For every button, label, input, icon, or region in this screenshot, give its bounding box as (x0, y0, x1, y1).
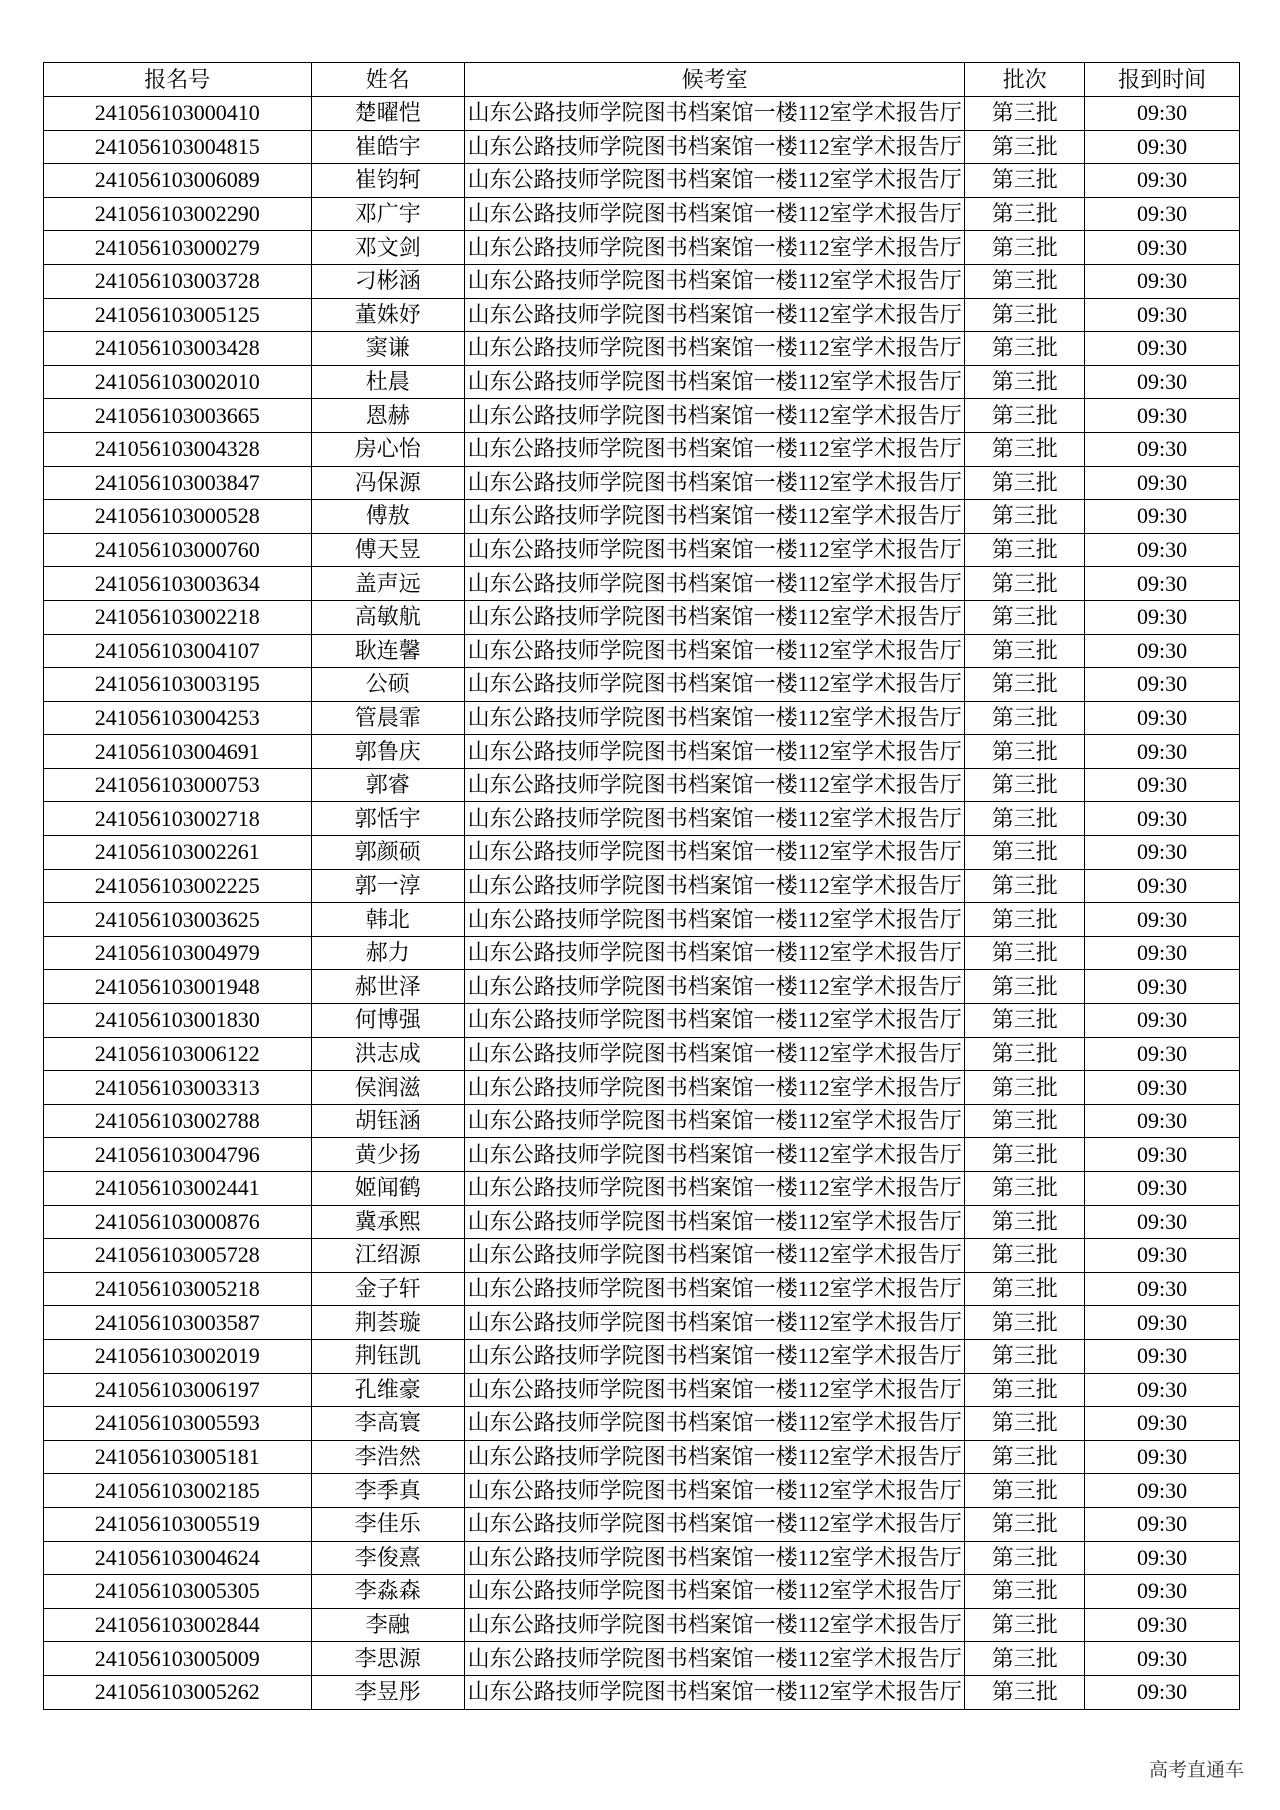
cell-waiting-room: 山东公路技师学院图书档案馆一楼112室学术报告厅 (465, 802, 965, 836)
cell-waiting-room: 山东公路技师学院图书档案馆一楼112室学术报告厅 (465, 1642, 965, 1676)
table-row (44, 1575, 1240, 1609)
table-row (44, 1104, 1240, 1138)
table-row (44, 1675, 1240, 1709)
cell-registration-no: 241056103005009 (44, 1642, 312, 1676)
table-row (44, 97, 1240, 131)
table-row (44, 432, 1240, 466)
cell-name: 侯润滋 (311, 1071, 465, 1105)
cell-name: 孔维豪 (311, 1373, 465, 1407)
cell-name: 郭一淳 (311, 869, 465, 903)
cell-batch: 第三批 (965, 164, 1085, 198)
cell-check-in-time: 09:30 (1085, 1642, 1240, 1676)
table-row (44, 903, 1240, 937)
cell-batch: 第三批 (965, 836, 1085, 870)
cell-waiting-room: 山东公路技师学院图书档案馆一楼112室学术报告厅 (465, 1104, 965, 1138)
watermark: 高考直通车 (1148, 1759, 1244, 1781)
cell-registration-no: 241056103004979 (44, 936, 312, 970)
cell-check-in-time: 09:30 (1085, 1575, 1240, 1609)
cell-check-in-time: 09:30 (1085, 1373, 1240, 1407)
cell-name: 荆钰凯 (311, 1339, 465, 1373)
cell-name: 黄少扬 (311, 1138, 465, 1172)
cell-batch: 第三批 (965, 399, 1085, 433)
cell-waiting-room: 山东公路技师学院图书档案馆一楼112室学术报告厅 (465, 634, 965, 668)
cell-waiting-room: 山东公路技师学院图书档案馆一楼112室学术报告厅 (465, 533, 965, 567)
cell-batch: 第三批 (965, 1541, 1085, 1575)
cell-batch: 第三批 (965, 1608, 1085, 1642)
table-row (44, 332, 1240, 366)
cell-waiting-room: 山东公路技师学院图书档案馆一楼112室学术报告厅 (465, 1138, 965, 1172)
cell-waiting-room: 山东公路技师学院图书档案馆一楼112室学术报告厅 (465, 1407, 965, 1441)
cell-batch: 第三批 (965, 1071, 1085, 1105)
cell-registration-no: 241056103003195 (44, 668, 312, 702)
cell-registration-no: 241056103003665 (44, 399, 312, 433)
cell-check-in-time: 09:30 (1085, 1239, 1240, 1273)
cell-batch: 第三批 (965, 1306, 1085, 1340)
cell-registration-no: 241056103004691 (44, 735, 312, 769)
cell-registration-no: 241056103004253 (44, 701, 312, 735)
cell-batch: 第三批 (965, 500, 1085, 534)
table-row (44, 701, 1240, 735)
cell-check-in-time: 09:30 (1085, 1474, 1240, 1508)
roster-table (43, 62, 1240, 1710)
cell-batch: 第三批 (965, 802, 1085, 836)
cell-waiting-room: 山东公路技师学院图书档案馆一楼112室学术报告厅 (465, 365, 965, 399)
cell-batch: 第三批 (965, 936, 1085, 970)
cell-registration-no: 241056103005728 (44, 1239, 312, 1273)
cell-registration-no: 241056103000528 (44, 500, 312, 534)
cell-waiting-room: 山东公路技师学院图书档案馆一楼112室学术报告厅 (465, 1272, 965, 1306)
cell-check-in-time: 09:30 (1085, 1440, 1240, 1474)
cell-name: 李思源 (311, 1642, 465, 1676)
cell-registration-no: 241056103002844 (44, 1608, 312, 1642)
table-row (44, 768, 1240, 802)
cell-check-in-time: 09:30 (1085, 1138, 1240, 1172)
cell-registration-no: 241056103002218 (44, 600, 312, 634)
cell-batch: 第三批 (965, 1440, 1085, 1474)
table-row (44, 1507, 1240, 1541)
cell-batch: 第三批 (965, 298, 1085, 332)
cell-check-in-time: 09:30 (1085, 1507, 1240, 1541)
cell-check-in-time: 09:30 (1085, 567, 1240, 601)
cell-name: 崔钧轲 (311, 164, 465, 198)
cell-check-in-time: 09:30 (1085, 466, 1240, 500)
table-row (44, 1205, 1240, 1239)
cell-name: 房心怡 (311, 432, 465, 466)
table-row (44, 298, 1240, 332)
header-row (44, 63, 1240, 97)
cell-check-in-time: 09:30 (1085, 1205, 1240, 1239)
cell-name: 李季真 (311, 1474, 465, 1508)
cell-check-in-time: 09:30 (1085, 1004, 1240, 1038)
cell-check-in-time: 09:30 (1085, 1608, 1240, 1642)
cell-check-in-time: 09:30 (1085, 432, 1240, 466)
cell-batch: 第三批 (965, 1239, 1085, 1273)
cell-check-in-time: 09:30 (1085, 130, 1240, 164)
cell-name: 盖声远 (311, 567, 465, 601)
cell-registration-no: 241056103002225 (44, 869, 312, 903)
cell-batch: 第三批 (965, 197, 1085, 231)
cell-name: 傅天昱 (311, 533, 465, 567)
cell-batch: 第三批 (965, 332, 1085, 366)
header-batch: 批次 (965, 63, 1085, 97)
table-row (44, 1339, 1240, 1373)
cell-batch: 第三批 (965, 1474, 1085, 1508)
cell-check-in-time: 09:30 (1085, 768, 1240, 802)
cell-registration-no: 241056103003634 (44, 567, 312, 601)
cell-registration-no: 241056103002290 (44, 197, 312, 231)
cell-name: 姬闻鹤 (311, 1172, 465, 1206)
cell-batch: 第三批 (965, 231, 1085, 265)
table-row (44, 1642, 1240, 1676)
cell-registration-no: 241056103003313 (44, 1071, 312, 1105)
cell-registration-no: 241056103002441 (44, 1172, 312, 1206)
cell-registration-no: 241056103001948 (44, 970, 312, 1004)
cell-registration-no: 241056103002261 (44, 836, 312, 870)
cell-registration-no: 241056103002010 (44, 365, 312, 399)
cell-name: 楚曜恺 (311, 97, 465, 131)
cell-registration-no: 241056103004815 (44, 130, 312, 164)
cell-batch: 第三批 (965, 903, 1085, 937)
table-row (44, 1608, 1240, 1642)
cell-waiting-room: 山东公路技师学院图书档案馆一楼112室学术报告厅 (465, 701, 965, 735)
cell-registration-no: 241056103002019 (44, 1339, 312, 1373)
table-row (44, 1474, 1240, 1508)
cell-name: 江绍源 (311, 1239, 465, 1273)
table-row (44, 1239, 1240, 1273)
cell-registration-no: 241056103002788 (44, 1104, 312, 1138)
cell-registration-no: 241056103005181 (44, 1440, 312, 1474)
table-row (44, 399, 1240, 433)
cell-waiting-room: 山东公路技师学院图书档案馆一楼112室学术报告厅 (465, 197, 965, 231)
cell-batch: 第三批 (965, 735, 1085, 769)
cell-name: 郝世泽 (311, 970, 465, 1004)
cell-name: 郭睿 (311, 768, 465, 802)
table-row (44, 634, 1240, 668)
cell-check-in-time: 09:30 (1085, 365, 1240, 399)
table-row (44, 1440, 1240, 1474)
cell-waiting-room: 山东公路技师学院图书档案馆一楼112室学术报告厅 (465, 1239, 965, 1273)
cell-check-in-time: 09:30 (1085, 500, 1240, 534)
table-row (44, 1004, 1240, 1038)
cell-waiting-room: 山东公路技师学院图书档案馆一楼112室学术报告厅 (465, 298, 965, 332)
cell-name: 洪志成 (311, 1037, 465, 1071)
table-row (44, 802, 1240, 836)
cell-waiting-room: 山东公路技师学院图书档案馆一楼112室学术报告厅 (465, 869, 965, 903)
header-check-in-time: 报到时间 (1085, 63, 1240, 97)
cell-registration-no: 241056103006122 (44, 1037, 312, 1071)
cell-batch: 第三批 (965, 1205, 1085, 1239)
cell-name: 金子轩 (311, 1272, 465, 1306)
cell-batch: 第三批 (965, 1675, 1085, 1709)
cell-batch: 第三批 (965, 567, 1085, 601)
cell-waiting-room: 山东公路技师学院图书档案馆一楼112室学术报告厅 (465, 1608, 965, 1642)
cell-name: 恩赫 (311, 399, 465, 433)
cell-name: 郭恬宇 (311, 802, 465, 836)
cell-batch: 第三批 (965, 1642, 1085, 1676)
table-row (44, 500, 1240, 534)
cell-name: 董姝妤 (311, 298, 465, 332)
cell-name: 刁彬涵 (311, 264, 465, 298)
cell-name: 冯保源 (311, 466, 465, 500)
table-row (44, 1071, 1240, 1105)
table-row (44, 1037, 1240, 1071)
cell-name: 李俊熹 (311, 1541, 465, 1575)
cell-waiting-room: 山东公路技师学院图书档案馆一楼112室学术报告厅 (465, 1004, 965, 1038)
cell-waiting-room: 山东公路技师学院图书档案馆一楼112室学术报告厅 (465, 97, 965, 131)
cell-registration-no: 241056103003428 (44, 332, 312, 366)
cell-check-in-time: 09:30 (1085, 836, 1240, 870)
cell-waiting-room: 山东公路技师学院图书档案馆一楼112室学术报告厅 (465, 231, 965, 265)
cell-registration-no: 241056103000753 (44, 768, 312, 802)
cell-check-in-time: 09:30 (1085, 1541, 1240, 1575)
cell-name: 管晨霏 (311, 701, 465, 735)
cell-waiting-room: 山东公路技师学院图书档案馆一楼112室学术报告厅 (465, 1037, 965, 1071)
table-row (44, 970, 1240, 1004)
cell-batch: 第三批 (965, 1339, 1085, 1373)
cell-check-in-time: 09:30 (1085, 197, 1240, 231)
table-row (44, 668, 1240, 702)
table-row (44, 836, 1240, 870)
cell-waiting-room: 山东公路技师学院图书档案馆一楼112室学术报告厅 (465, 332, 965, 366)
cell-batch: 第三批 (965, 668, 1085, 702)
cell-batch: 第三批 (965, 365, 1085, 399)
cell-registration-no: 241056103005593 (44, 1407, 312, 1441)
cell-name: 李昱彤 (311, 1675, 465, 1709)
cell-registration-no: 241056103002718 (44, 802, 312, 836)
table-body (44, 97, 1240, 1710)
cell-waiting-room: 山东公路技师学院图书档案馆一楼112室学术报告厅 (465, 836, 965, 870)
cell-check-in-time: 09:30 (1085, 1306, 1240, 1340)
table-row (44, 264, 1240, 298)
table-row (44, 466, 1240, 500)
table-header (44, 63, 1240, 97)
cell-waiting-room: 山东公路技师学院图书档案馆一楼112室学术报告厅 (465, 1474, 965, 1508)
cell-registration-no: 241056103002185 (44, 1474, 312, 1508)
cell-batch: 第三批 (965, 130, 1085, 164)
cell-name: 高敏航 (311, 600, 465, 634)
cell-check-in-time: 09:30 (1085, 735, 1240, 769)
table-row (44, 231, 1240, 265)
cell-check-in-time: 09:30 (1085, 1037, 1240, 1071)
table-row (44, 1373, 1240, 1407)
cell-waiting-room: 山东公路技师学院图书档案馆一楼112室学术报告厅 (465, 1575, 965, 1609)
cell-waiting-room: 山东公路技师学院图书档案馆一楼112室学术报告厅 (465, 735, 965, 769)
cell-name: 郭颜硕 (311, 836, 465, 870)
cell-waiting-room: 山东公路技师学院图书档案馆一楼112室学术报告厅 (465, 1440, 965, 1474)
cell-registration-no: 241056103005218 (44, 1272, 312, 1306)
cell-batch: 第三批 (965, 768, 1085, 802)
cell-registration-no: 241056103001830 (44, 1004, 312, 1038)
table-row (44, 1541, 1240, 1575)
cell-check-in-time: 09:30 (1085, 600, 1240, 634)
cell-registration-no: 241056103000279 (44, 231, 312, 265)
cell-name: 公硕 (311, 668, 465, 702)
cell-batch: 第三批 (965, 1373, 1085, 1407)
cell-check-in-time: 09:30 (1085, 936, 1240, 970)
cell-waiting-room: 山东公路技师学院图书档案馆一楼112室学术报告厅 (465, 936, 965, 970)
cell-check-in-time: 09:30 (1085, 903, 1240, 937)
cell-check-in-time: 09:30 (1085, 533, 1240, 567)
cell-check-in-time: 09:30 (1085, 634, 1240, 668)
cell-registration-no: 241056103000760 (44, 533, 312, 567)
cell-check-in-time: 09:30 (1085, 97, 1240, 131)
cell-waiting-room: 山东公路技师学院图书档案馆一楼112室学术报告厅 (465, 768, 965, 802)
cell-batch: 第三批 (965, 869, 1085, 903)
cell-waiting-room: 山东公路技师学院图书档案馆一楼112室学术报告厅 (465, 600, 965, 634)
cell-name: 李融 (311, 1608, 465, 1642)
table-row (44, 1172, 1240, 1206)
cell-registration-no: 241056103004107 (44, 634, 312, 668)
cell-name: 李浩然 (311, 1440, 465, 1474)
table-row (44, 533, 1240, 567)
cell-waiting-room: 山东公路技师学院图书档案馆一楼112室学术报告厅 (465, 264, 965, 298)
cell-batch: 第三批 (965, 970, 1085, 1004)
cell-batch: 第三批 (965, 634, 1085, 668)
cell-check-in-time: 09:30 (1085, 802, 1240, 836)
cell-registration-no: 241056103004328 (44, 432, 312, 466)
table-row (44, 130, 1240, 164)
cell-registration-no: 241056103004796 (44, 1138, 312, 1172)
table-row (44, 197, 1240, 231)
cell-name: 崔皓宇 (311, 130, 465, 164)
cell-registration-no: 241056103003625 (44, 903, 312, 937)
cell-batch: 第三批 (965, 701, 1085, 735)
table-row (44, 869, 1240, 903)
cell-check-in-time: 09:30 (1085, 1172, 1240, 1206)
cell-registration-no: 241056103000410 (44, 97, 312, 131)
cell-name: 荆荟璇 (311, 1306, 465, 1340)
cell-registration-no: 241056103003587 (44, 1306, 312, 1340)
cell-batch: 第三批 (965, 97, 1085, 131)
cell-registration-no: 241056103006197 (44, 1373, 312, 1407)
cell-name: 郭鲁庆 (311, 735, 465, 769)
cell-waiting-room: 山东公路技师学院图书档案馆一楼112室学术报告厅 (465, 1205, 965, 1239)
cell-batch: 第三批 (965, 600, 1085, 634)
cell-batch: 第三批 (965, 1407, 1085, 1441)
cell-waiting-room: 山东公路技师学院图书档案馆一楼112室学术报告厅 (465, 970, 965, 1004)
cell-waiting-room: 山东公路技师学院图书档案馆一楼112室学术报告厅 (465, 1541, 965, 1575)
cell-batch: 第三批 (965, 533, 1085, 567)
cell-check-in-time: 09:30 (1085, 869, 1240, 903)
cell-batch: 第三批 (965, 1004, 1085, 1038)
cell-waiting-room: 山东公路技师学院图书档案馆一楼112室学术报告厅 (465, 399, 965, 433)
cell-registration-no: 241056103005305 (44, 1575, 312, 1609)
cell-registration-no: 241056103005125 (44, 298, 312, 332)
cell-check-in-time: 09:30 (1085, 668, 1240, 702)
cell-check-in-time: 09:30 (1085, 1071, 1240, 1105)
table-row (44, 164, 1240, 198)
cell-waiting-room: 山东公路技师学院图书档案馆一楼112室学术报告厅 (465, 500, 965, 534)
cell-waiting-room: 山东公路技师学院图书档案馆一楼112室学术报告厅 (465, 1339, 965, 1373)
cell-check-in-time: 09:30 (1085, 164, 1240, 198)
header-registration-no: 报名号 (44, 63, 312, 97)
cell-check-in-time: 09:30 (1085, 298, 1240, 332)
cell-waiting-room: 山东公路技师学院图书档案馆一楼112室学术报告厅 (465, 567, 965, 601)
cell-name: 邓文剑 (311, 231, 465, 265)
cell-check-in-time: 09:30 (1085, 231, 1240, 265)
cell-registration-no: 241056103006089 (44, 164, 312, 198)
cell-waiting-room: 山东公路技师学院图书档案馆一楼112室学术报告厅 (465, 432, 965, 466)
cell-check-in-time: 09:30 (1085, 1407, 1240, 1441)
cell-waiting-room: 山东公路技师学院图书档案馆一楼112室学术报告厅 (465, 1071, 965, 1105)
cell-name: 邓广宇 (311, 197, 465, 231)
cell-waiting-room: 山东公路技师学院图书档案馆一楼112室学术报告厅 (465, 1675, 965, 1709)
cell-name: 冀承熙 (311, 1205, 465, 1239)
cell-name: 何博强 (311, 1004, 465, 1038)
cell-batch: 第三批 (965, 1575, 1085, 1609)
table-row (44, 1306, 1240, 1340)
cell-check-in-time: 09:30 (1085, 1272, 1240, 1306)
cell-name: 李淼森 (311, 1575, 465, 1609)
cell-name: 傅敖 (311, 500, 465, 534)
cell-waiting-room: 山东公路技师学院图书档案馆一楼112室学术报告厅 (465, 164, 965, 198)
cell-check-in-time: 09:30 (1085, 701, 1240, 735)
cell-registration-no: 241056103004624 (44, 1541, 312, 1575)
cell-name: 杜晨 (311, 365, 465, 399)
cell-check-in-time: 09:30 (1085, 970, 1240, 1004)
cell-name: 郝力 (311, 936, 465, 970)
cell-batch: 第三批 (965, 432, 1085, 466)
cell-batch: 第三批 (965, 1138, 1085, 1172)
table-row (44, 567, 1240, 601)
header-name: 姓名 (311, 63, 465, 97)
cell-registration-no: 241056103003728 (44, 264, 312, 298)
cell-check-in-time: 09:30 (1085, 332, 1240, 366)
cell-registration-no: 241056103000876 (44, 1205, 312, 1239)
cell-waiting-room: 山东公路技师学院图书档案馆一楼112室学术报告厅 (465, 1373, 965, 1407)
cell-batch: 第三批 (965, 1037, 1085, 1071)
table-row (44, 600, 1240, 634)
cell-name: 耿连馨 (311, 634, 465, 668)
cell-batch: 第三批 (965, 1172, 1085, 1206)
cell-waiting-room: 山东公路技师学院图书档案馆一楼112室学术报告厅 (465, 903, 965, 937)
cell-batch: 第三批 (965, 1507, 1085, 1541)
cell-waiting-room: 山东公路技师学院图书档案馆一楼112室学术报告厅 (465, 668, 965, 702)
header-waiting-room: 候考室 (465, 63, 965, 97)
cell-name: 胡钰涵 (311, 1104, 465, 1138)
cell-check-in-time: 09:30 (1085, 264, 1240, 298)
table-row (44, 1407, 1240, 1441)
cell-name: 韩北 (311, 903, 465, 937)
table-row (44, 735, 1240, 769)
cell-waiting-room: 山东公路技师学院图书档案馆一楼112室学术报告厅 (465, 130, 965, 164)
cell-registration-no: 241056103005262 (44, 1675, 312, 1709)
cell-check-in-time: 09:30 (1085, 1339, 1240, 1373)
cell-check-in-time: 09:30 (1085, 1675, 1240, 1709)
cell-batch: 第三批 (965, 1104, 1085, 1138)
table-row (44, 365, 1240, 399)
cell-waiting-room: 山东公路技师学院图书档案馆一楼112室学术报告厅 (465, 1507, 965, 1541)
table-row (44, 1138, 1240, 1172)
cell-name: 窦谦 (311, 332, 465, 366)
cell-name: 李高寰 (311, 1407, 465, 1441)
cell-check-in-time: 09:30 (1085, 1104, 1240, 1138)
cell-registration-no: 241056103005519 (44, 1507, 312, 1541)
cell-batch: 第三批 (965, 264, 1085, 298)
table-row (44, 936, 1240, 970)
cell-batch: 第三批 (965, 1272, 1085, 1306)
cell-name: 李佳乐 (311, 1507, 465, 1541)
cell-batch: 第三批 (965, 466, 1085, 500)
cell-check-in-time: 09:30 (1085, 399, 1240, 433)
cell-waiting-room: 山东公路技师学院图书档案馆一楼112室学术报告厅 (465, 466, 965, 500)
cell-registration-no: 241056103003847 (44, 466, 312, 500)
cell-waiting-room: 山东公路技师学院图书档案馆一楼112室学术报告厅 (465, 1306, 965, 1340)
cell-waiting-room: 山东公路技师学院图书档案馆一楼112室学术报告厅 (465, 1172, 965, 1206)
table-row (44, 1272, 1240, 1306)
